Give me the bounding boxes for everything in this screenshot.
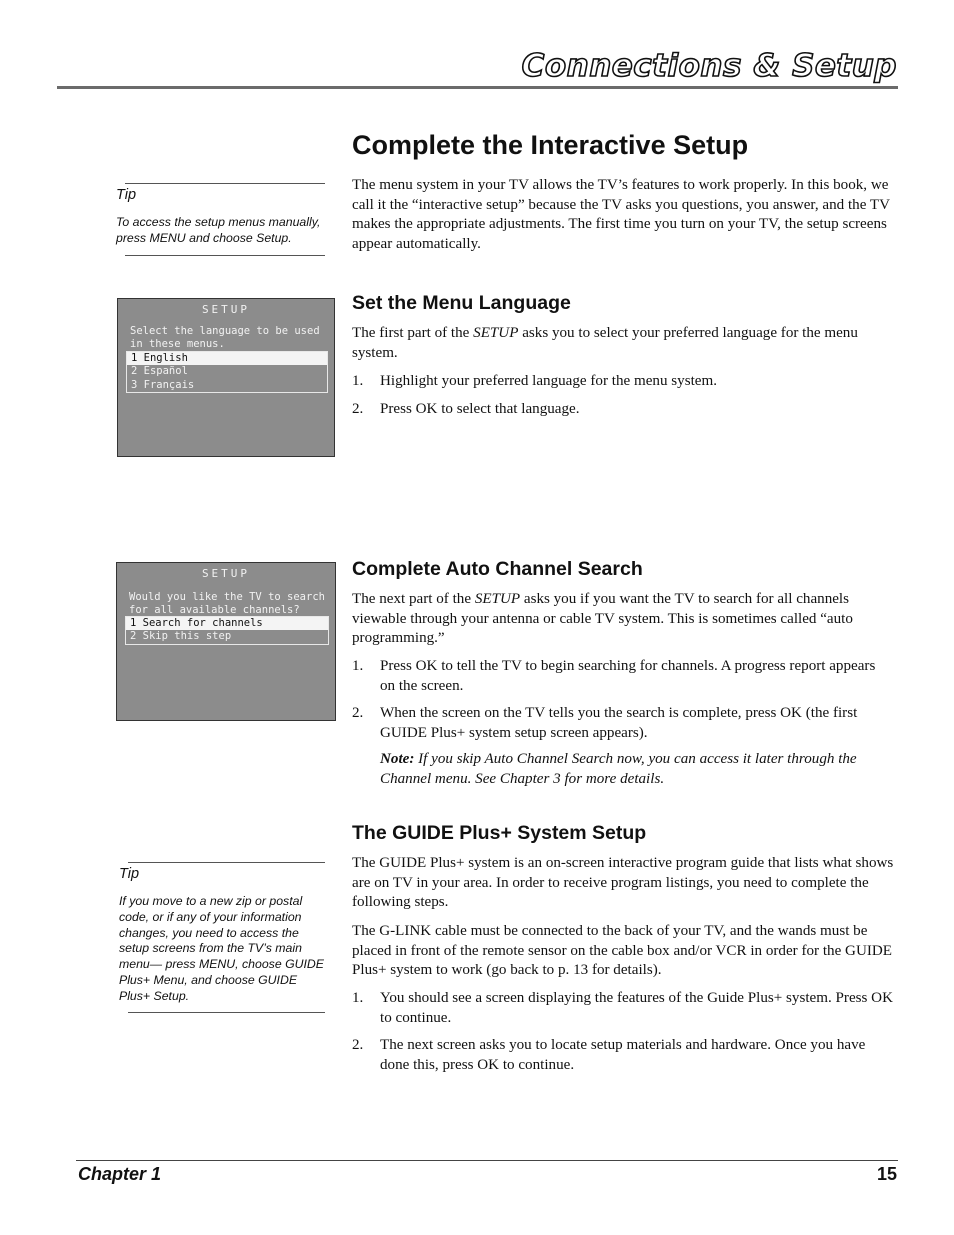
tip1-bottom-rule <box>125 255 325 256</box>
channel-option-skip: 2 Skip this step <box>130 630 232 643</box>
channel-search-paragraph: The next part of the SETUP asks you if you want the TV to search for all channels viewable through your antenna or cable TV system. This is sometimes called “auto programming.” <box>352 591 853 647</box>
language-option-espanol: 2 Español <box>131 365 188 378</box>
section-heading-channel-search: Complete Auto Channel Search <box>352 558 643 580</box>
tip2-bottom-rule <box>128 1012 325 1013</box>
tip1-text: To access the setup menus manually, press MENU and choose Setup. <box>116 215 321 245</box>
tip2-top-rule <box>128 862 325 863</box>
language-option-francais: 3 Français <box>131 378 195 391</box>
channel-options-list <box>125 616 329 645</box>
channel-option-search: 1 Search for channels <box>126 617 328 630</box>
tip1-label: Tip <box>116 187 137 203</box>
footer-chapter: Chapter 1 <box>78 1164 162 1184</box>
section-heading-menu-language: Set the Menu Language <box>352 292 571 314</box>
menu-language-step: 2. Press OK to select that language. <box>352 401 580 417</box>
channel-screen-title: SETUP <box>201 567 251 580</box>
language-option-english: 1 English <box>127 352 327 365</box>
tip1-top-rule <box>125 183 325 184</box>
guide-plus-paragraph-2: The G-LINK cable must be connected to the back of your TV, and the wands must be placed in front of the remote sensor on the cable box and/or VCR in order for the GUIDE Plus+ system to work (go back to p. 13 for details). <box>352 923 893 979</box>
menu-language-step: 1. Highlight your preferred language for the menu system. <box>352 373 717 389</box>
page-number: 15 <box>876 1164 897 1184</box>
intro-paragraph: The menu system in your TV allows the TV’s features to work properly. In this book, we call it the “interactive setup” because the TV asks you questions, you answer, and the TV makes the appropriate adjustments. The first time you turn on your TV, the setup screens appear automatically. <box>352 177 890 252</box>
footer-rule <box>76 1160 898 1161</box>
language-screen-title: SETUP <box>201 303 251 316</box>
tip2-label: Tip <box>119 866 140 882</box>
channel-search-setup-screen <box>116 562 336 721</box>
page-title: Complete the Interactive Setup <box>352 130 749 160</box>
channel-search-step: 2. When the screen on the TV tells you the search is complete, press OK (the first GUIDE Plus+ system setup screen appears). <box>352 705 858 741</box>
header-rule <box>57 86 898 89</box>
menu-language-paragraph: The first part of the SETUP asks you to select your preferred language for the menu system. <box>352 325 858 361</box>
guide-plus-step: 1. You should see a screen displaying the features of the Guide Plus+ system. Press OK to continue. <box>352 990 893 1026</box>
guide-plus-step: 2. The next screen asks you to locate setup materials and hardware. Once you have done this, press OK to continue. <box>352 1037 866 1073</box>
language-options-list <box>126 351 328 393</box>
language-setup-screen <box>117 298 335 457</box>
channel-search-step: 1. Press OK to tell the TV to begin searching for channels. A progress report appears on the screen. <box>352 658 876 694</box>
channel-screen-prompt: Would you like the TV to search for all available channels? <box>129 591 325 616</box>
channel-search-note: Note: If you skip Auto Channel Search now, you can access it later through the Channel menu. See Chapter 3 for more details. <box>380 751 857 787</box>
running-header-title: Connections & Setup <box>521 48 897 84</box>
guide-plus-paragraph-1: The GUIDE Plus+ system is an on-screen interactive program guide that lists what shows are on TV in your area. In order to receive program listings, you need to complete the following steps. <box>352 855 894 911</box>
language-screen-prompt: Select the language to be used in these menus. <box>130 325 320 350</box>
section-heading-guide-plus: The GUIDE Plus+ System Setup <box>352 822 647 844</box>
tip2-text: If you move to a new zip or postal code, or if any of your information changes, you need to access the setup screens from the TV’s main menu— press MENU, choose GUIDE Plus+ Menu, and choose GUIDE Plus+ Setup. <box>119 894 325 1003</box>
